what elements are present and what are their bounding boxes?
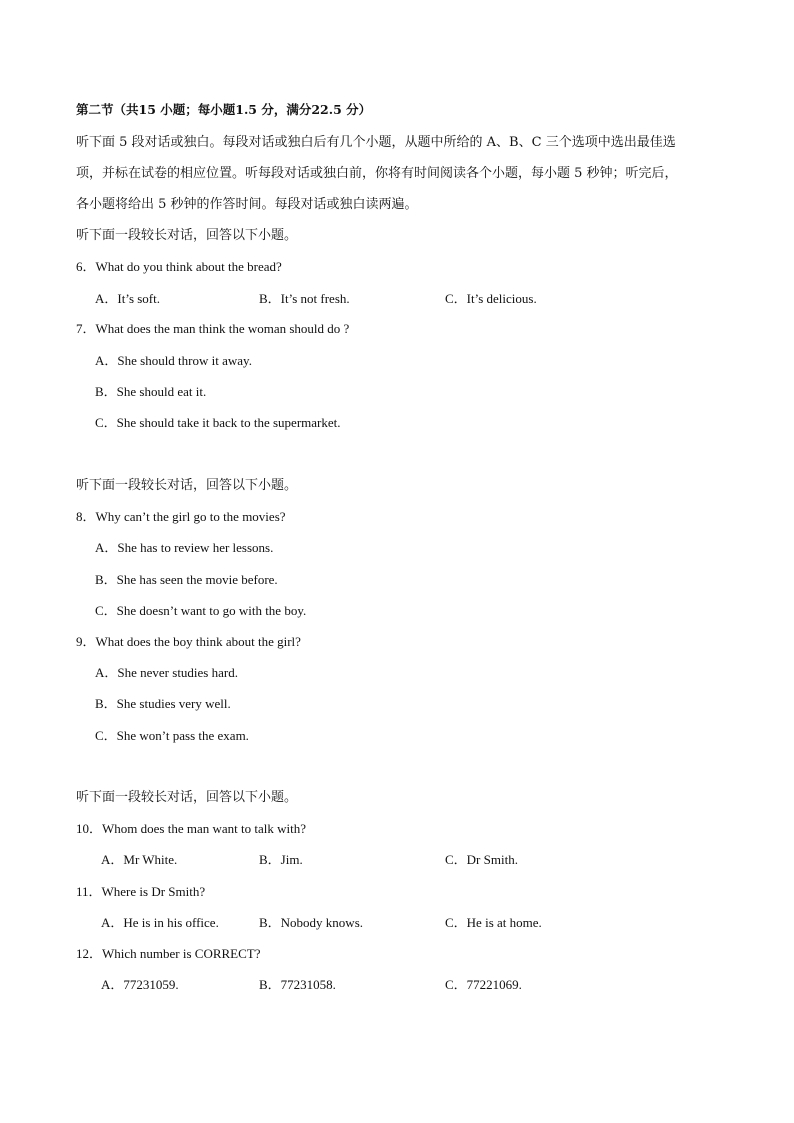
option-12-b[interactable]: B．77231058. <box>259 977 336 992</box>
option-6-a[interactable]: A．It’s soft. <box>95 291 161 306</box>
instructions-line-3: 各小题将给出 5 秒钟的作答时间。每段对话或独白读两遍。 <box>76 197 418 212</box>
question-stem-11: 11．Where is Dr Smith? <box>76 884 206 899</box>
question-stem-6: 6．What do you think about the bread? <box>76 259 282 274</box>
option-10-c[interactable]: C．Dr Smith. <box>445 852 518 867</box>
option-10-a[interactable]: A．Mr White. <box>101 852 178 867</box>
option-9-c[interactable]: C．She won’t pass the exam. <box>95 728 249 743</box>
option-7-b[interactable]: B．She should eat it. <box>95 384 207 399</box>
option-9-a[interactable]: A．She never studies hard. <box>95 665 238 680</box>
option-8-a[interactable]: A．She has to review her lessons. <box>95 540 274 555</box>
option-9-b[interactable]: B．She studies very well. <box>95 696 231 711</box>
question-stem-8: 8．Why can’t the girl go to the movies? <box>76 509 286 524</box>
question-stem-7: 7．What does the man think the woman should do ? <box>76 321 350 336</box>
group-intro: 听下面一段较长对话，回答以下小题。 <box>76 228 298 243</box>
section-heading: 第二节（共15 小题；每小题1.5 分，满分22.5 分） <box>76 102 372 117</box>
option-11-c[interactable]: C．He is at home. <box>445 915 542 930</box>
question-stem-12: 12．Which number is CORRECT? <box>76 946 261 961</box>
option-6-b[interactable]: B．It’s not fresh. <box>259 291 350 306</box>
option-8-b[interactable]: B．She has seen the movie before. <box>95 572 278 587</box>
question-stem-10: 10．Whom does the man want to talk with? <box>76 821 306 836</box>
option-11-b[interactable]: B．Nobody knows. <box>259 915 364 930</box>
option-6-c[interactable]: C．It’s delicious. <box>445 291 537 306</box>
group-intro: 听下面一段较长对话，回答以下小题。 <box>76 478 298 493</box>
option-11-a[interactable]: A．He is in his office. <box>101 915 219 930</box>
option-8-c[interactable]: C．She doesn’t want to go with the boy. <box>95 603 307 618</box>
instructions-line-1: 听下面 5 段对话或独白。每段对话或独白后有几个小题，从题中所给的 A、B、C 三个选项中选出最佳选 <box>76 135 676 150</box>
option-7-c[interactable]: C．She should take it back to the supermarket. <box>95 415 341 430</box>
instructions-line-2: 项，并标在试卷的相应位置。听每段对话或独白前，你将有时间阅读各个小题，每小题 5 秒钟；听完后， <box>76 166 678 181</box>
option-10-b[interactable]: B．Jim. <box>259 852 303 867</box>
group-intro: 听下面一段较长对话，回答以下小题。 <box>76 790 298 805</box>
option-12-c[interactable]: C．77221069. <box>445 977 522 992</box>
option-7-a[interactable]: A．She should throw it away. <box>95 353 252 368</box>
option-12-a[interactable]: A．77231059. <box>101 977 179 992</box>
question-stem-9: 9．What does the boy think about the girl? <box>76 634 301 649</box>
